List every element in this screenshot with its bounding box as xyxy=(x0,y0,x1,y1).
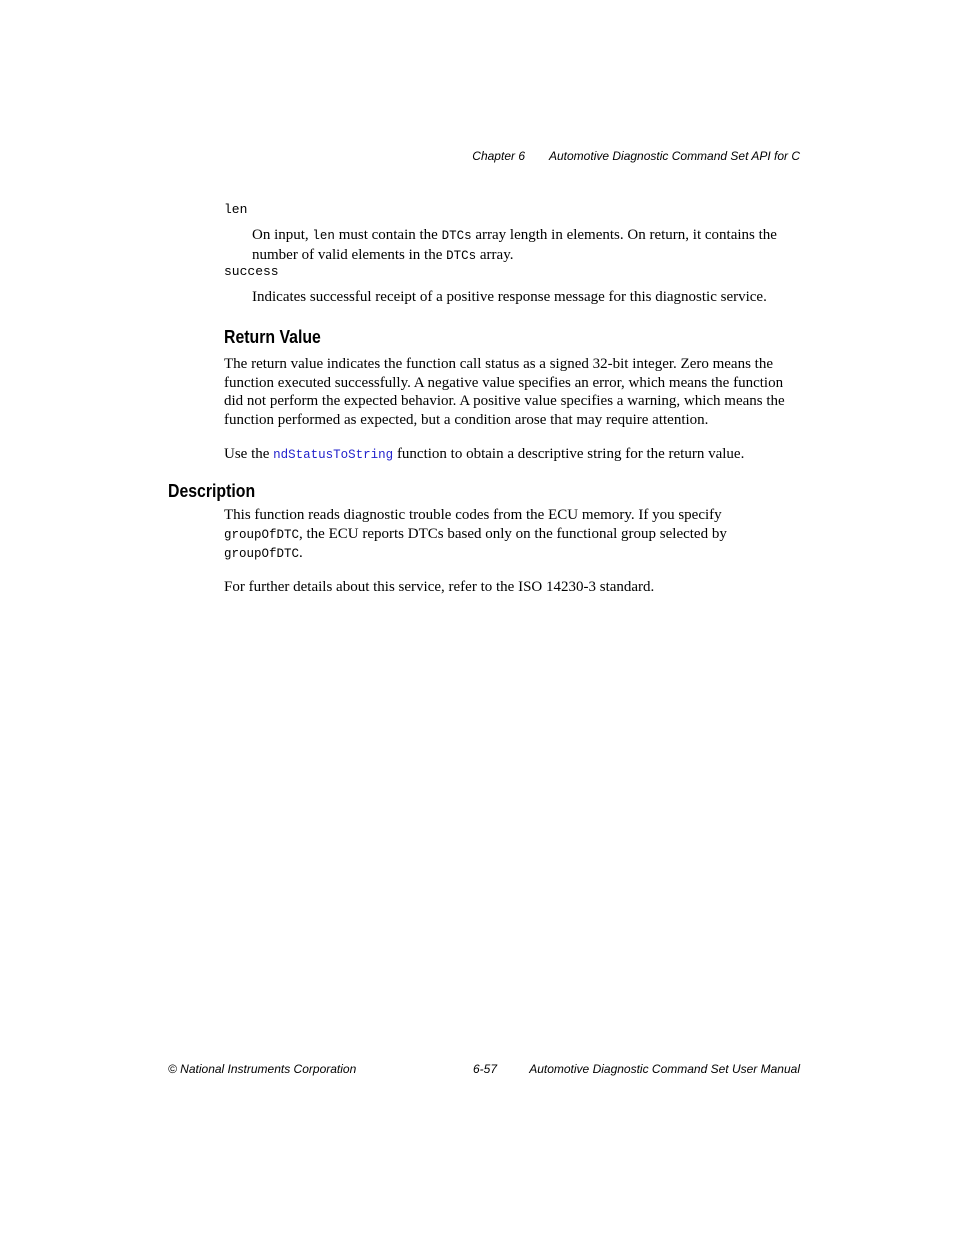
ndstatustostring-link[interactable]: ndStatusToString xyxy=(273,448,394,462)
chapter-label: Chapter 6 xyxy=(472,149,525,163)
param-success-description: Indicates successful receipt of a positive response message for this diagnostic service. xyxy=(252,289,767,305)
param-len-description: On input, len must contain the DTCs array length in elements. On return, it contains the number of valid elements in the DTCs array. xyxy=(252,227,777,263)
code-dtcs: DTCs xyxy=(446,248,477,263)
footer-copyright: © National Instruments Corporation xyxy=(168,1062,357,1076)
description-further-details: For further details about this service, refer to the ISO 14230-3 standard. xyxy=(224,579,655,595)
code-groupofdtc: groupOfDTC xyxy=(224,547,300,561)
running-header xyxy=(472,149,800,163)
code-groupofdtc: groupOfDTC xyxy=(224,527,300,542)
param-success-name: success xyxy=(224,264,279,279)
return-value-usage: Use the ndStatusToString function to obtain a descriptive string for the return value. xyxy=(224,446,745,462)
footer-page-number: 6-57 xyxy=(473,1062,498,1076)
param-len-name: len xyxy=(224,202,248,217)
description-heading: Description xyxy=(168,481,256,501)
footer-manual-title: Automotive Diagnostic Command Set User Manual xyxy=(529,1062,800,1076)
code-dtcs: DTCs xyxy=(441,229,472,243)
header-title: Automotive Diagnostic Command Set API for C xyxy=(549,149,800,163)
code-len: len xyxy=(312,229,335,243)
return-value-paragraph: The return value indicates the function call status as a signed 32-bit integer. Zero means the function executed successfully. A negative value specifies an error, which means the function did not perform the expected behavior. A positive value specifies a warning, which means the function performed as expected, but a condition arose that may require attention. xyxy=(224,356,785,428)
return-value-heading: Return Value xyxy=(224,327,321,347)
description-paragraph: This function reads diagnostic trouble codes from the ECU memory. If you specify groupOfDTC, the ECU reports DTCs based only on the functional group selected by groupOfDTC. xyxy=(224,507,727,561)
